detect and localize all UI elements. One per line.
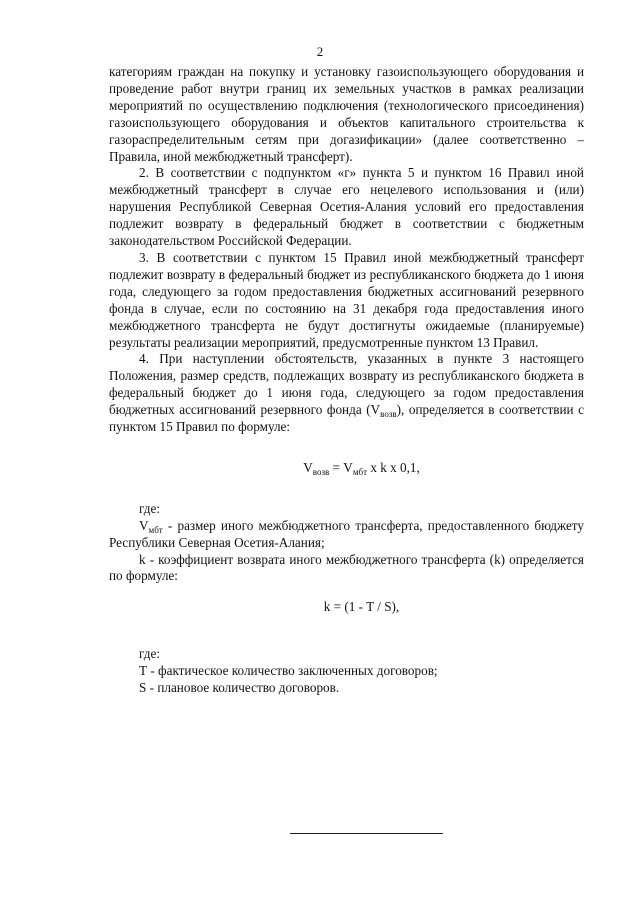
formula-coefficient: k = (1 - T / S), [323,599,400,615]
document-body [109,64,584,697]
where-label-2: где: [139,646,160,662]
definition-v-subscript: мбт [148,524,163,535]
formula-refund-rhs-subscript: мбт [352,466,368,477]
definition-t: Т - фактическое количество заключенных договоров; [139,663,438,679]
definition-v-symbol: V [139,517,149,533]
paragraph-intro: категориям граждан на покупку и установку газоиспользующего оборудования и проведение работ внутри границ их земельных участков в рамках реализации мероприятий по осуществлению подключения (технологического присоединения) газоиспользующего оборудования и объектов капитального строительства к газораспределительным сетям при догазификации» (далее соответственно – Правила, иной межбюджетный трансферт). [109,64,584,164]
page-number: 2 [316,44,324,59]
paragraph-4 [109,351,584,436]
paragraph-4-tail: ), определяется в соответствии с пунктом 15 Правил по формуле: [109,402,584,435]
definition-v-mbt [109,518,584,552]
paragraph-4-text: 4. При наступлении обстоятельств, указанных в пункте 3 настоящего Положения, размер средств, подлежащих возврату из республиканского бюджета в федеральный бюджет до 1 июня года, следующего за годом предоставления бюджетных ассигнований резервного фонда (V [109,351,584,418]
formula-refund-eq: = V [329,459,353,475]
paragraph-2: 2. В соответствии с подпунктом «г» пункта 5 и пунктом 16 Правил иной межбюджетный трансферт в случае его нецелевого использования и (или) нарушения Республикой Северная Осетия-Алания условий его предоставления подлежит возврату в федеральный бюджет в соответствии с бюджетным законодательством Российской Федерации. [109,165,584,249]
formula-refund-lhs-subscript: возв [312,466,330,477]
definition-s: S - плановое количество договоров. [139,680,340,696]
formula-refund [109,460,584,477]
definition-v-text: - размер иного межбюджетного трансферта, предоставленного бюджету Республики Северная Осетия-Алания; [109,517,584,550]
definition-k: k - коэффициент возврата иного межбюджетного трансферта (k) определяется по формуле: [109,551,584,584]
closing-divider [290,833,443,834]
where-label-1: где: [139,500,160,516]
formula-refund-tail: x k x 0,1, [367,459,420,475]
formula-refund-lhs: V [303,459,313,475]
paragraph-3: 3. В соответствии с пунктом 15 Правил иной межбюджетный трансферт подлежит возврату в федеральный бюджет из республиканского бюджета до 1 июня года, следующего за годом предоставления бюджетных ассигнований резервного фонда в случае, если по состоянию на 31 декабря года предоставления иного межбюджетного трансферта не будут достигнуты ожидаемые (планируемые) результаты реализации мероприятий, предусмотренные пунктом 13 Правил. [109,249,584,350]
paragraph-4-subscript: возв [380,409,397,420]
